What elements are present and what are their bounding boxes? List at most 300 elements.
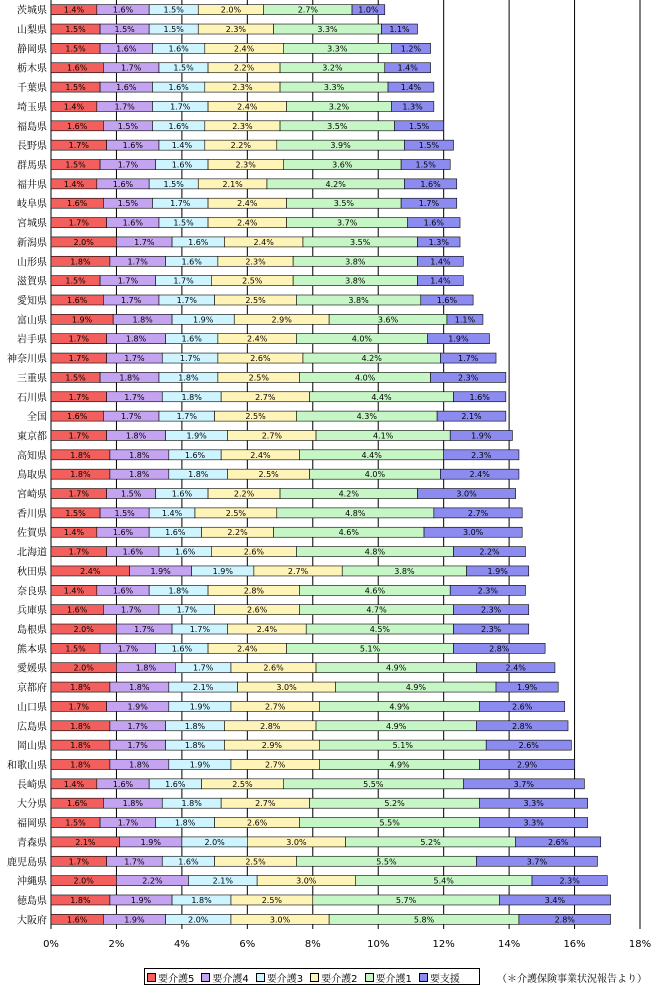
data-label: 3.7% — [336, 218, 358, 228]
data-label: 2.3% — [471, 450, 492, 460]
data-label: 1.6% — [188, 237, 209, 247]
data-label: 5.1% — [392, 741, 413, 751]
legend-label: 要介護5 — [158, 973, 195, 985]
data-label: 1.1% — [389, 25, 410, 35]
data-label: 1.6% — [67, 412, 88, 422]
legend-item — [201, 970, 248, 985]
data-label: 2.5% — [245, 412, 266, 422]
data-label: 1.7% — [68, 141, 89, 151]
data-label: 2.6% — [548, 837, 569, 847]
data-label: 1.6% — [184, 450, 206, 460]
data-label: 3.0% — [456, 489, 477, 499]
data-label: 1.6% — [168, 83, 189, 93]
category-label: 長野県 — [17, 141, 47, 153]
data-label: 2.6% — [246, 818, 268, 828]
data-label: 1.6% — [112, 5, 134, 15]
category-label: 岩手県 — [17, 334, 47, 346]
data-label: 1.6% — [116, 44, 137, 54]
category-label: 宮城県 — [17, 218, 47, 230]
data-label: 2.6% — [518, 741, 539, 751]
category-label: 佐賀県 — [17, 528, 47, 540]
data-label: 1.7% — [134, 237, 155, 247]
legend-item — [310, 970, 357, 985]
data-label: 5.2% — [384, 799, 405, 809]
data-label: 1.7% — [114, 102, 135, 112]
legend-swatch — [419, 973, 428, 982]
data-label: 1.5% — [163, 5, 184, 15]
data-label: 1.5% — [408, 121, 430, 131]
data-label: 2.5% — [225, 508, 247, 518]
data-label: 1.8% — [184, 741, 206, 751]
legend-swatch — [147, 973, 156, 982]
data-label: 2.4% — [237, 218, 258, 228]
legend-label: 要支援 — [429, 973, 460, 985]
data-label: 1.7% — [176, 605, 197, 615]
data-label: 1.8% — [184, 721, 206, 731]
category-label: 宮崎県 — [17, 489, 47, 501]
data-label: 2.4% — [237, 199, 258, 209]
data-label: 3.0% — [296, 876, 317, 886]
data-label: 1.3% — [428, 237, 449, 247]
data-label: 1.7% — [121, 412, 142, 422]
data-label: 2.4% — [505, 663, 526, 673]
category-label: 愛媛県 — [17, 663, 47, 675]
data-label: 1.9% — [212, 566, 233, 576]
category-label: 長崎県 — [17, 779, 47, 791]
data-label: 1.7% — [121, 63, 142, 73]
data-label: 1.5% — [114, 508, 135, 518]
data-label: 3.8% — [345, 276, 366, 286]
data-label: 1.7% — [192, 663, 214, 673]
data-label: 1.4% — [63, 528, 85, 538]
data-label: 3.7% — [513, 779, 535, 789]
x-tick-label: 6% — [239, 939, 256, 950]
data-label: 2.3% — [232, 121, 253, 131]
data-label: 1.7% — [68, 334, 89, 344]
data-label: 1.5% — [117, 199, 139, 209]
data-label: 1.7% — [117, 276, 139, 286]
data-label: 1.7% — [121, 605, 142, 615]
data-label: 2.3% — [458, 373, 479, 383]
data-label: 1.6% — [423, 218, 445, 228]
data-label: 2.6% — [243, 547, 265, 557]
data-label: 2.1% — [75, 837, 96, 847]
data-label: 1.6% — [67, 295, 88, 305]
category-axis — [7, 4, 47, 927]
data-label: 1.7% — [189, 625, 211, 635]
data-label: 1.5% — [114, 25, 135, 35]
data-label: 1.6% — [469, 392, 490, 402]
x-tick-label: 8% — [304, 939, 321, 950]
data-label: 2.4% — [237, 102, 258, 112]
data-label: 2.5% — [242, 276, 263, 286]
data-label: 2.0% — [73, 625, 94, 635]
data-label: 1.9% — [124, 915, 145, 925]
data-label: 1.8% — [168, 586, 189, 596]
data-label: 1.6% — [122, 141, 143, 151]
data-label: 2.3% — [477, 586, 499, 596]
data-label: 1.6% — [67, 121, 88, 131]
data-label: 1.5% — [65, 508, 86, 518]
data-label: 1.6% — [171, 489, 193, 499]
category-label: 広島県 — [17, 721, 47, 733]
data-label: 5.2% — [420, 837, 441, 847]
data-label: 1.4% — [63, 5, 85, 15]
data-label: 1.6% — [436, 295, 458, 305]
data-label: 1.5% — [121, 489, 142, 499]
value-axis — [43, 939, 651, 950]
data-label: 2.2% — [233, 63, 255, 73]
data-label: 4.8% — [364, 547, 386, 557]
category-label: 大分県 — [17, 799, 47, 811]
data-label: 4.3% — [356, 412, 377, 422]
data-label: 1.6% — [168, 44, 189, 54]
category-label: 高知県 — [17, 450, 47, 462]
data-label: 1.7% — [127, 257, 148, 267]
data-label: 1.6% — [67, 605, 88, 615]
data-label: 1.8% — [70, 760, 91, 770]
data-label: 2.4% — [250, 450, 271, 460]
data-label: 3.2% — [328, 102, 350, 112]
category-label: 福岡県 — [17, 818, 47, 830]
data-label: 4.2% — [325, 179, 346, 189]
category-label: 鳥取県 — [17, 470, 47, 482]
data-label: 3.5% — [333, 199, 355, 209]
data-label: 2.0% — [204, 837, 225, 847]
data-label: 3.0% — [276, 683, 297, 693]
data-label: 2.5% — [248, 373, 269, 383]
data-label: 2.3% — [232, 83, 253, 93]
data-label: 2.3% — [480, 625, 502, 635]
source-note: （＊介護保険事業状況報告より） — [497, 974, 647, 985]
data-label: 2.7% — [255, 392, 276, 402]
data-label: 2.3% — [245, 257, 266, 267]
data-label: 1.8% — [181, 392, 202, 402]
legend-swatch — [256, 973, 265, 982]
data-label: 1.6% — [181, 334, 202, 344]
data-label: 1.8% — [174, 818, 196, 828]
data-label: 1.6% — [171, 644, 193, 654]
data-label: 1.0% — [358, 5, 379, 15]
data-label: 3.0% — [286, 837, 307, 847]
data-label: 5.4% — [433, 876, 454, 886]
data-label: 3.5% — [350, 237, 371, 247]
data-label: 1.4% — [430, 276, 451, 286]
category-label: 香川県 — [17, 508, 47, 520]
data-label: 1.7% — [179, 354, 201, 364]
legend-item — [365, 970, 412, 985]
data-label: 3.8% — [394, 566, 415, 576]
data-label: 2.6% — [512, 702, 533, 712]
category-label: 青森県 — [17, 837, 47, 849]
x-tick-label: 16% — [563, 939, 586, 950]
data-label: 1.7% — [68, 857, 89, 867]
data-label: 1.7% — [127, 741, 148, 751]
data-label: 1.4% — [430, 257, 451, 267]
data-label: 2.6% — [263, 663, 284, 673]
data-label: 3.0% — [269, 915, 291, 925]
data-label: 2.7% — [261, 431, 283, 441]
data-label: 3.0% — [462, 528, 484, 538]
data-label: 1.8% — [129, 683, 150, 693]
data-label: 1.7% — [68, 547, 89, 557]
data-label: 1.8% — [119, 373, 140, 383]
data-label: 1.6% — [181, 257, 202, 267]
data-label: 1.9% — [448, 334, 469, 344]
data-label: 1.4% — [63, 586, 85, 596]
data-label: 1.5% — [65, 818, 86, 828]
data-label: 2.7% — [264, 760, 286, 770]
data-label: 2.5% — [245, 857, 266, 867]
legend — [147, 970, 460, 984]
bar-area — [51, 5, 611, 925]
data-label: 2.7% — [255, 799, 276, 809]
data-label: 1.9% — [192, 315, 214, 325]
data-label: 1.7% — [68, 218, 89, 228]
data-label: 3.3% — [317, 25, 338, 35]
data-label: 1.8% — [129, 470, 150, 480]
data-label: 1.5% — [65, 276, 86, 286]
data-label: 1.8% — [191, 895, 212, 905]
data-label: 3.3% — [323, 83, 345, 93]
data-label: 1.2% — [400, 44, 422, 54]
data-label: 2.9% — [271, 315, 292, 325]
data-label: 2.8% — [260, 721, 281, 731]
data-label: 4.4% — [361, 450, 382, 460]
data-label: 2.2% — [230, 141, 251, 151]
category-label: 山形県 — [17, 257, 47, 269]
data-label: 1.6% — [112, 586, 134, 596]
data-label: 2.4% — [246, 334, 268, 344]
x-tick-label: 2% — [108, 939, 125, 950]
data-label: 3.3% — [523, 799, 544, 809]
data-label: 3.6% — [377, 315, 399, 325]
data-label: 5.1% — [359, 644, 381, 654]
data-label: 2.2% — [233, 489, 255, 499]
data-label: 1.6% — [116, 83, 137, 93]
data-label: 2.9% — [516, 760, 538, 770]
data-label: 1.4% — [397, 63, 418, 73]
data-label: 1.9% — [140, 837, 161, 847]
data-label: 2.8% — [489, 644, 510, 654]
data-label: 1.9% — [487, 566, 508, 576]
data-label: 2.1% — [222, 179, 243, 189]
data-label: 1.8% — [125, 334, 147, 344]
category-label: 京都府 — [17, 683, 47, 695]
data-label: 1.6% — [122, 218, 143, 228]
data-label: 1.8% — [70, 450, 91, 460]
category-label: 岡山県 — [17, 741, 47, 753]
data-label: 1.8% — [129, 760, 150, 770]
category-label: 全国 — [27, 412, 47, 424]
data-label: 1.4% — [400, 83, 422, 93]
data-label: 1.6% — [420, 179, 441, 189]
data-label: 4.9% — [386, 663, 407, 673]
data-label: 1.6% — [168, 121, 189, 131]
data-label: 4.0% — [364, 470, 386, 480]
data-label: 2.3% — [225, 25, 247, 35]
data-label: 1.6% — [112, 179, 134, 189]
data-label: 1.8% — [125, 431, 147, 441]
data-label: 5.5% — [376, 857, 397, 867]
data-label: 2.2% — [142, 876, 163, 886]
data-label: 5.8% — [413, 915, 435, 925]
data-label: 1.5% — [163, 25, 184, 35]
category-label: 大阪府 — [17, 915, 47, 927]
data-label: 2.7% — [287, 566, 309, 576]
category-label: 北海道 — [17, 547, 47, 559]
data-label: 1.7% — [68, 489, 89, 499]
data-label: 1.7% — [117, 160, 139, 170]
legend-item — [256, 970, 303, 985]
data-label: 1.6% — [171, 160, 193, 170]
data-label: 2.2% — [227, 528, 248, 538]
data-label: 1.9% — [130, 895, 152, 905]
x-tick-label: 14% — [497, 939, 521, 950]
data-label: 1.9% — [516, 683, 538, 693]
data-label: 5.5% — [379, 818, 400, 828]
data-label: 1.7% — [68, 702, 89, 712]
category-label: 鹿児島県 — [7, 857, 47, 869]
data-label: 3.8% — [348, 295, 369, 305]
data-label: 1.8% — [70, 257, 91, 267]
data-label: 1.7% — [124, 354, 145, 364]
category-label: 山梨県 — [17, 25, 47, 37]
data-label: 2.7% — [264, 702, 286, 712]
category-label: 埼玉県 — [17, 102, 47, 114]
data-label: 1.5% — [117, 121, 139, 131]
data-label: 1.6% — [67, 915, 88, 925]
category-label: 石川県 — [17, 392, 47, 404]
category-label: 山口県 — [17, 702, 47, 714]
data-label: 2.0% — [188, 915, 209, 925]
data-label: 1.9% — [186, 431, 207, 441]
data-label: 1.7% — [134, 625, 155, 635]
category-label: 熊本県 — [17, 644, 47, 656]
data-label: 1.6% — [174, 547, 196, 557]
category-label: 和歌山県 — [7, 760, 47, 772]
data-label: 1.6% — [122, 547, 143, 557]
category-label: 群馬県 — [17, 160, 47, 172]
x-tick-label: 4% — [173, 939, 190, 950]
category-label: 島根県 — [17, 625, 47, 637]
data-label: 4.0% — [351, 334, 373, 344]
legend-label: 要介護1 — [375, 973, 412, 985]
data-label: 5.5% — [363, 779, 384, 789]
data-label: 3.3% — [327, 44, 348, 54]
data-label: 1.3% — [402, 102, 423, 112]
data-label: 1.9% — [189, 702, 211, 712]
data-label: 1.5% — [65, 373, 86, 383]
data-label: 1.9% — [127, 702, 148, 712]
data-label: 2.4% — [80, 566, 101, 576]
data-label: 1.8% — [178, 373, 199, 383]
data-label: 3.8% — [345, 257, 366, 267]
x-tick-label: 0% — [43, 939, 59, 950]
data-label: 3.4% — [544, 895, 566, 905]
data-label: 2.1% — [212, 876, 233, 886]
data-label: 1.7% — [121, 295, 142, 305]
data-label: 1.6% — [165, 779, 186, 789]
data-label: 2.0% — [220, 5, 242, 15]
data-label: 4.6% — [364, 586, 386, 596]
data-label: 1.8% — [129, 450, 150, 460]
data-label: 2.3% — [235, 160, 256, 170]
data-label: 3.2% — [322, 63, 343, 73]
data-label: 5.7% — [395, 895, 417, 905]
data-label: 2.2% — [479, 547, 500, 557]
data-label: 1.5% — [173, 63, 194, 73]
data-label: 4.0% — [354, 373, 376, 383]
data-label: 1.5% — [65, 160, 86, 170]
category-label: 愛知県 — [17, 295, 47, 307]
data-label: 2.5% — [261, 895, 283, 905]
category-label: 富山県 — [17, 315, 47, 327]
category-label: 福島県 — [17, 121, 47, 133]
data-label: 1.7% — [170, 102, 191, 112]
data-label: 1.6% — [165, 528, 186, 538]
x-tick-label: 12% — [432, 939, 455, 950]
data-label: 1.8% — [135, 663, 157, 673]
legend-swatch — [310, 973, 319, 982]
data-label: 2.0% — [73, 876, 94, 886]
data-label: 1.8% — [122, 799, 143, 809]
data-label: 1.4% — [63, 179, 85, 189]
category-label: 新潟県 — [17, 237, 47, 249]
category-label: 福井県 — [17, 179, 47, 191]
data-label: 2.8% — [512, 721, 533, 731]
legend-label: 要介護2 — [321, 973, 358, 985]
data-label: 4.1% — [372, 431, 394, 441]
data-label: 4.6% — [338, 528, 359, 538]
data-label: 1.8% — [70, 683, 91, 693]
legend-item — [147, 970, 194, 985]
data-label: 1.4% — [63, 102, 85, 112]
category-label: 東京都 — [17, 431, 47, 443]
category-label: 岐阜県 — [17, 199, 47, 211]
data-label: 1.7% — [127, 721, 148, 731]
data-label: 1.8% — [181, 799, 202, 809]
category-label: 沖縄県 — [17, 876, 47, 888]
data-label: 4.7% — [366, 605, 387, 615]
data-label: 2.6% — [246, 605, 268, 615]
data-label: 3.7% — [526, 857, 548, 867]
data-label: 2.3% — [480, 605, 502, 615]
legend-label: 要介護3 — [266, 973, 304, 985]
data-label: 1.7% — [124, 392, 145, 402]
data-label: 1.8% — [132, 315, 153, 325]
data-label: 1.6% — [112, 528, 134, 538]
category-label: 茨城県 — [17, 5, 47, 17]
x-tick-label: 18% — [628, 939, 651, 950]
data-label: 1.7% — [458, 354, 479, 364]
data-label: 1.4% — [171, 141, 193, 151]
data-label: 1.9% — [71, 315, 93, 325]
data-label: 1.4% — [63, 779, 85, 789]
data-label: 1.8% — [70, 741, 91, 751]
data-label: 1.9% — [189, 760, 211, 770]
legend-label: 要介護4 — [212, 973, 249, 985]
category-label: 徳島県 — [17, 895, 47, 907]
data-label: 2.1% — [192, 683, 214, 693]
data-label: 1.6% — [112, 779, 134, 789]
data-label: 4.2% — [338, 489, 359, 499]
data-label: 4.9% — [405, 683, 427, 693]
data-label: 2.8% — [554, 915, 575, 925]
data-label: 1.5% — [163, 179, 184, 189]
data-label: 2.3% — [559, 876, 580, 886]
data-label: 1.4% — [161, 508, 183, 518]
